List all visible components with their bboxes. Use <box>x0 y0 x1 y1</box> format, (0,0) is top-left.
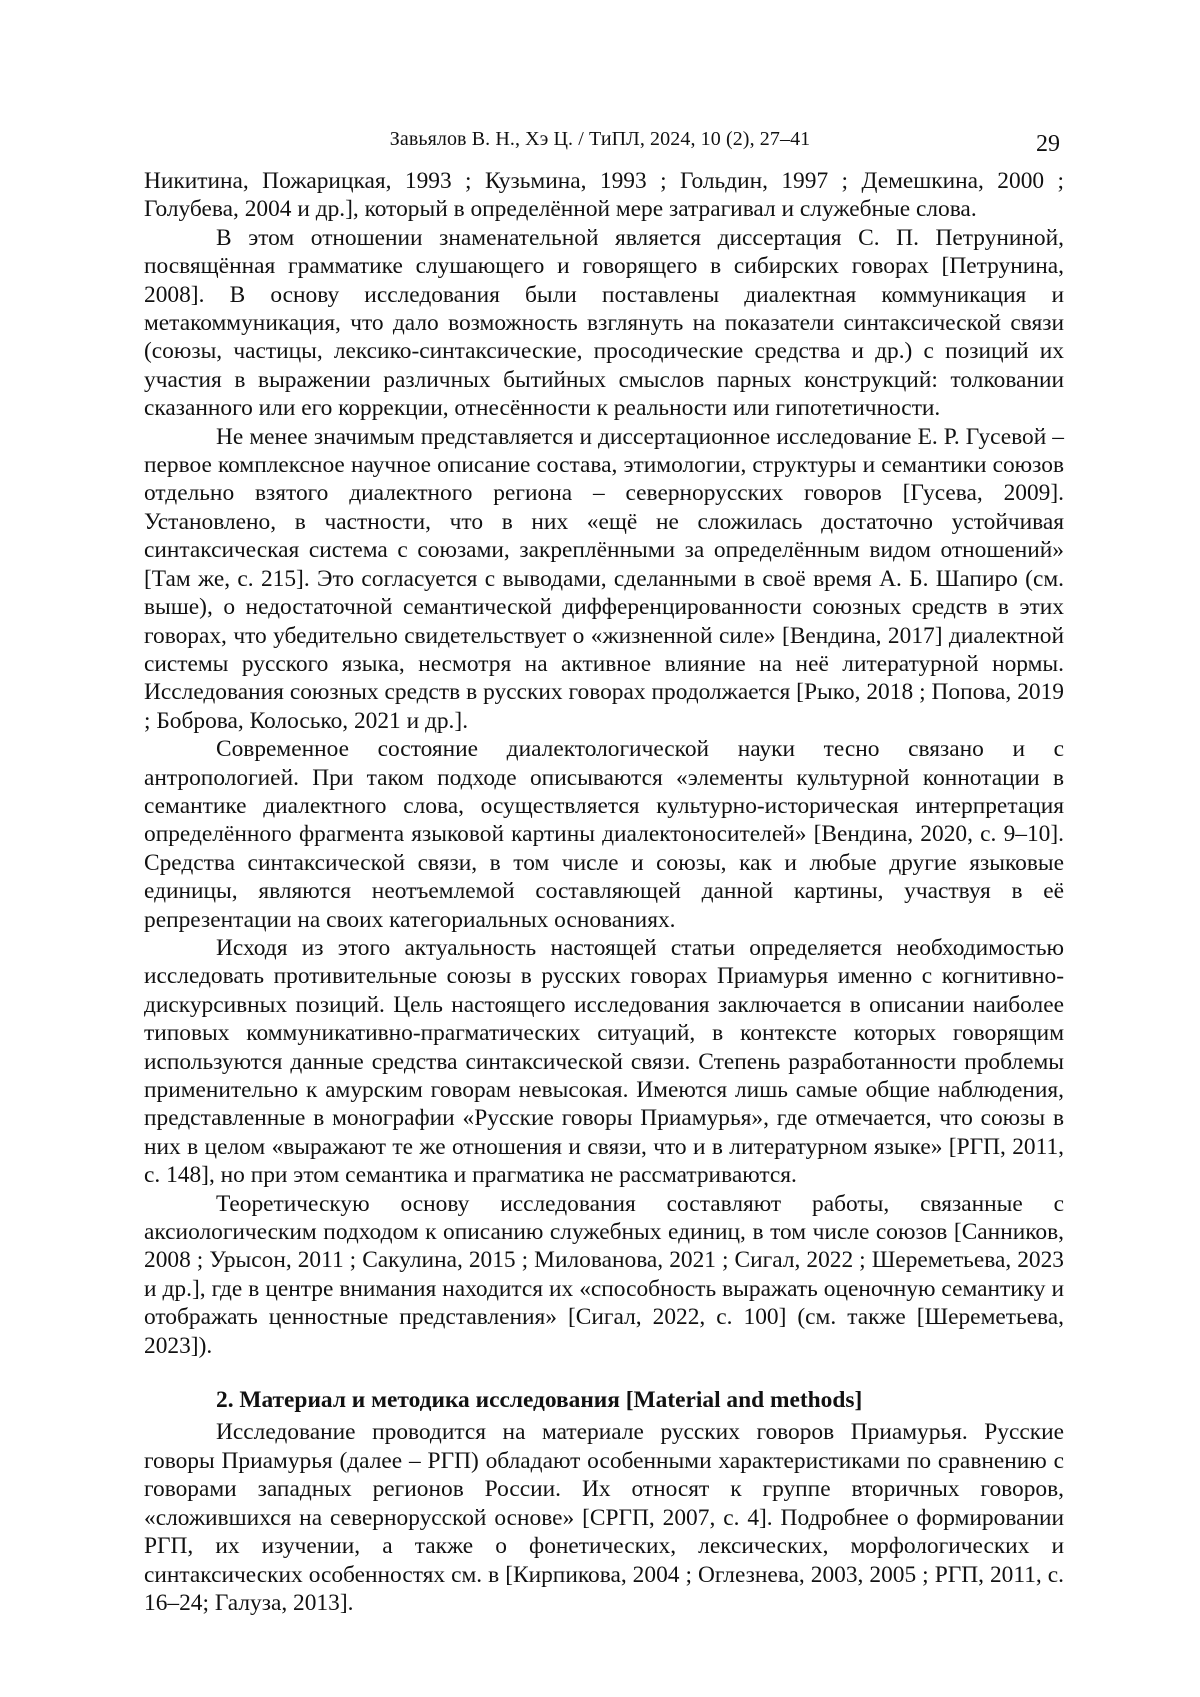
section-heading-material-methods: 2. Материал и методика исследования [Material and methods] <box>216 1387 863 1414</box>
running-head: Завьялов В. Н., Хэ Ц. / ТиПЛ, 2024, 10 (2), 27–41 <box>389 128 811 150</box>
paragraph-material: Исследование проводится на материале русских говоров Приамурья. Русские говоры Приамурья (далее – РГП) обладают особенными характеристиками по сравнению с говорами западных регионов России. Их относят к группе вторичных говоров, «сложившихся на севернорусской основе» [СРГП, 2007, с. 4]. Подробнее о формировании РГП, их изучении, а также о фонетических, лексических, морфологических и синтаксических особенностях см. в [Кирпикова, 2004 ; Оглезнева, 2003, 2005 ; РГП, 2011, с. 16–24; Галуза, 2013]. <box>144 1419 1064 1616</box>
page-number: 29 <box>1036 131 1060 157</box>
article-body <box>144 167 1064 1617</box>
paragraph-relevance: Исходя из этого актуальность настоящей статьи определяется необходимостью исследовать противительные союзы в русских говорах Приамурья именно с когнитивно-дискурсивных позиций. Цель настоящего исследования заключается в описании наиболее типовых коммуникативно-прагматических ситуаций, в контексте которых говорящим используются данные средства синтаксической связи. Степень разработанности проблемы применительно к амурским говорам невысокая. Имеются лишь самые общие наблюдения, представленные в монографии «Русские говоры Приамурья», где отмечается, что союзы в них в целом «выражают те же отношения и связи, что и в литературном языке» [РГП, 2011, с. 148], но при этом семантика и прагматика не рассматриваются. <box>144 934 1064 1189</box>
paragraph-anthropology: Современное состояние диалектологической науки тесно связано и с антропологией. При таком подходе описываются «элементы культурной коннотации в семантике диалектного слова, осуществляется культурно-историческая интерпретация определённого фрагмента языковой картины диалектоносителей» [Вендина, 2020, с. 9–10]. Средства синтаксической связи, в том числе и союзы, как и любые другие языковые единицы, являются неотъемлемой составляющей данной картины, участвуя в её репрезентации на своих категориальных основаниях. <box>144 736 1064 933</box>
paragraph-theory: Теоретическую основу исследования составляют работы, связанные с аксиологическим подходом к описанию служебных единиц, в том числе союзов [Санников, 2008 ; Урысон, 2011 ; Сакулина, 2015 ; Милованова, 2021 ; Сигал, 2022 ; Шереметьева, 2023 и др.], где в центре внимания находится их «способность выражать оценочную семантику и отображать ценностные представления» [Сигал, 2022, с. 100] (см. также [Шереметьева, 2023]). <box>144 1190 1064 1359</box>
paragraph-guseva: Не менее значимым представляется и диссертационное исследование Е. Р. Гусевой – первое комплексное научное описание состава, этимологии, структуры и семантики союзов отдельно взятого диалектного региона – севернорусских говоров [Гусева, 2009]. Установлено, в частности, что в них «ещё не сложилась достаточно устойчивая синтаксическая система с союзами, закреплёнными за определённым видом отношений» [Там же, с. 215]. Это согласуется с выводами, сделанными в своё время А. Б. Шапиро (см. выше), о недостаточной семантической дифференцированности союзных средств в этих говорах, что убедительно свидетельствует о «жизненной силе» [Вендина, 2017] диалектной системы русского языка, несмотря на активное влияние на неё литературной нормы. Исследования союзных средств в русских говорах продолжается [Рыко, 2018 ; Попова, 2019 ; Боброва, Колосько, 2021 и др.]. <box>144 423 1064 734</box>
paragraph-continuation: Никитина, Пожарицкая, 1993 ; Кузьмина, 1993 ; Гольдин, 1997 ; Демешкина, 2000 ; Голубева, 2004 и др.], который в определённой мере затрагивал и служебные слова. <box>144 168 1064 223</box>
paragraph-petrunina: В этом отношении знаменательной является диссертация С. П. Петруниной, посвящённая грамматике слушающего и говорящего в сибирских говорах [Петрунина, 2008]. В основу исследования были поставлены диалектная коммуникация и метакоммуникация, что дало возможность взглянуть на показатели синтаксической связи (союзы, частицы, лексико-синтаксические, просодические средства и др.) с позиций их участия в выражении различных бытийных смыслов парных конструкций: толковании сказанного или его коррекции, отнесённости к реальности или гипотетичности. <box>144 224 1064 422</box>
